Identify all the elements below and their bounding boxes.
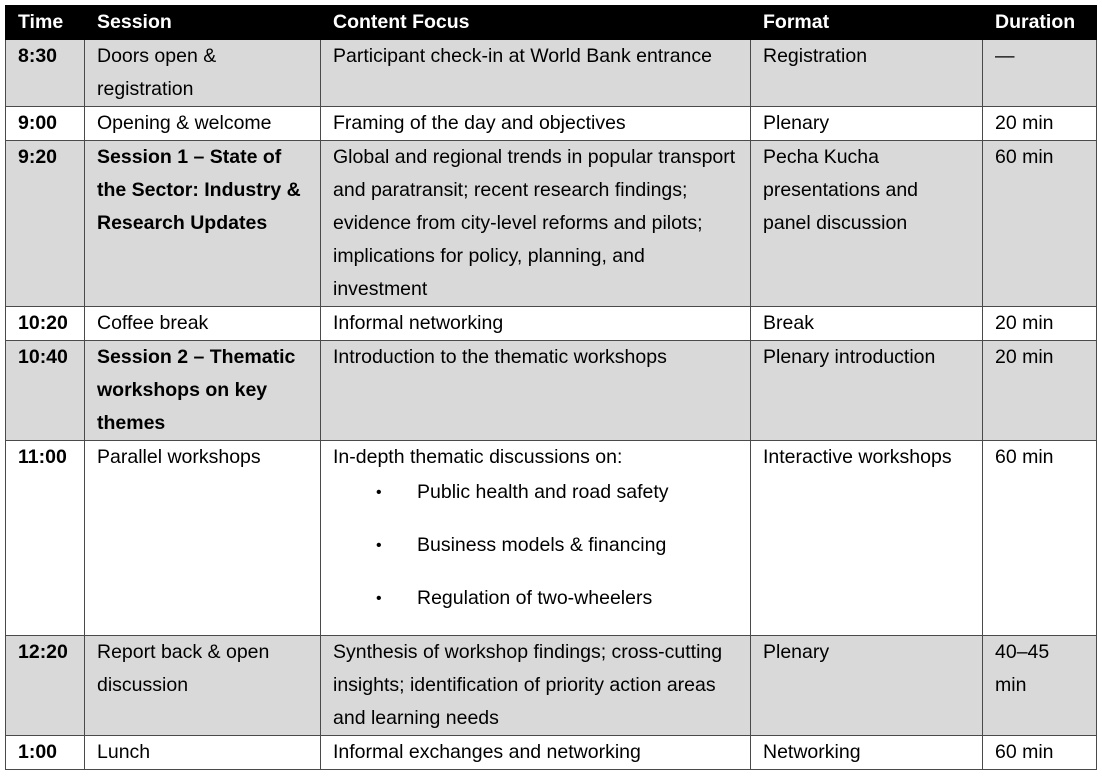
format-cell: Pecha Kucha presentations and panel discussion bbox=[751, 141, 983, 307]
table-row bbox=[6, 40, 1097, 107]
content-cell: Participant check-in at World Bank entrance bbox=[321, 40, 751, 107]
format-cell: Plenary introduction bbox=[751, 341, 983, 441]
session-cell: Coffee break bbox=[85, 307, 321, 341]
time-cell: 10:40 bbox=[6, 341, 85, 441]
topic-label: Public health and road safety bbox=[417, 481, 669, 503]
topic-label: Business models & financing bbox=[417, 534, 667, 556]
content-cell: Global and regional trends in popular transport and paratransit; recent research findings; evidence from city-level reforms and pilots; implications for policy, planning, and investment bbox=[321, 141, 751, 307]
table-row bbox=[6, 736, 1097, 770]
workshop-topic-list bbox=[333, 476, 738, 615]
session-cell: Session 1 – State of the Sector: Industry & Research Updates bbox=[85, 141, 321, 307]
table-row bbox=[6, 107, 1097, 141]
format-cell: Break bbox=[751, 307, 983, 341]
topic-label: Regulation of two-wheelers bbox=[417, 587, 653, 609]
session-cell: Opening & welcome bbox=[85, 107, 321, 141]
bullet-icon: • bbox=[376, 484, 382, 501]
content-cell: Informal exchanges and networking bbox=[321, 736, 751, 770]
content-cell: Informal networking bbox=[321, 307, 751, 341]
time-cell: 11:00 bbox=[6, 441, 85, 636]
table-row bbox=[6, 141, 1097, 307]
duration-cell: 60 min bbox=[983, 736, 1097, 770]
content-cell bbox=[321, 441, 751, 636]
list-item bbox=[333, 582, 738, 615]
content-cell: Synthesis of workshop findings; cross-cutting insights; identification of priority action areas and learning needs bbox=[321, 636, 751, 736]
time-cell: 9:20 bbox=[6, 141, 85, 307]
format-cell: Interactive workshops bbox=[751, 441, 983, 636]
duration-cell: 20 min bbox=[983, 107, 1097, 141]
time-cell: 12:20 bbox=[6, 636, 85, 736]
bullet-icon: • bbox=[376, 590, 382, 607]
content-cell: Framing of the day and objectives bbox=[321, 107, 751, 141]
header-content-focus: Content Focus bbox=[321, 6, 751, 40]
list-item bbox=[333, 476, 738, 509]
header-session: Session bbox=[85, 6, 321, 40]
content-intro: In-depth thematic discussions on: bbox=[333, 446, 623, 468]
agenda-table bbox=[5, 5, 1097, 770]
session-cell: Session 2 – Thematic workshops on key themes bbox=[85, 341, 321, 441]
content-cell: Introduction to the thematic workshops bbox=[321, 341, 751, 441]
table-row bbox=[6, 341, 1097, 441]
duration-cell: 20 min bbox=[983, 307, 1097, 341]
format-cell: Plenary bbox=[751, 636, 983, 736]
table-row bbox=[6, 636, 1097, 736]
header-format: Format bbox=[751, 6, 983, 40]
format-cell: Networking bbox=[751, 736, 983, 770]
header-row bbox=[6, 6, 1097, 40]
session-cell: Lunch bbox=[85, 736, 321, 770]
bullet-icon: • bbox=[376, 537, 382, 554]
format-cell: Registration bbox=[751, 40, 983, 107]
duration-cell: 60 min bbox=[983, 141, 1097, 307]
duration-cell: 20 min bbox=[983, 341, 1097, 441]
header-time: Time bbox=[6, 6, 85, 40]
format-cell: Plenary bbox=[751, 107, 983, 141]
table-row bbox=[6, 307, 1097, 341]
time-cell: 10:20 bbox=[6, 307, 85, 341]
session-cell: Doors open & registration bbox=[85, 40, 321, 107]
time-cell: 1:00 bbox=[6, 736, 85, 770]
list-item bbox=[333, 529, 738, 562]
duration-cell: — bbox=[983, 40, 1097, 107]
table-row bbox=[6, 441, 1097, 636]
duration-cell: 40–45 min bbox=[983, 636, 1097, 736]
time-cell: 8:30 bbox=[6, 40, 85, 107]
session-cell: Parallel workshops bbox=[85, 441, 321, 636]
header-duration: Duration bbox=[983, 6, 1097, 40]
session-cell: Report back & open discussion bbox=[85, 636, 321, 736]
duration-cell: 60 min bbox=[983, 441, 1097, 636]
time-cell: 9:00 bbox=[6, 107, 85, 141]
